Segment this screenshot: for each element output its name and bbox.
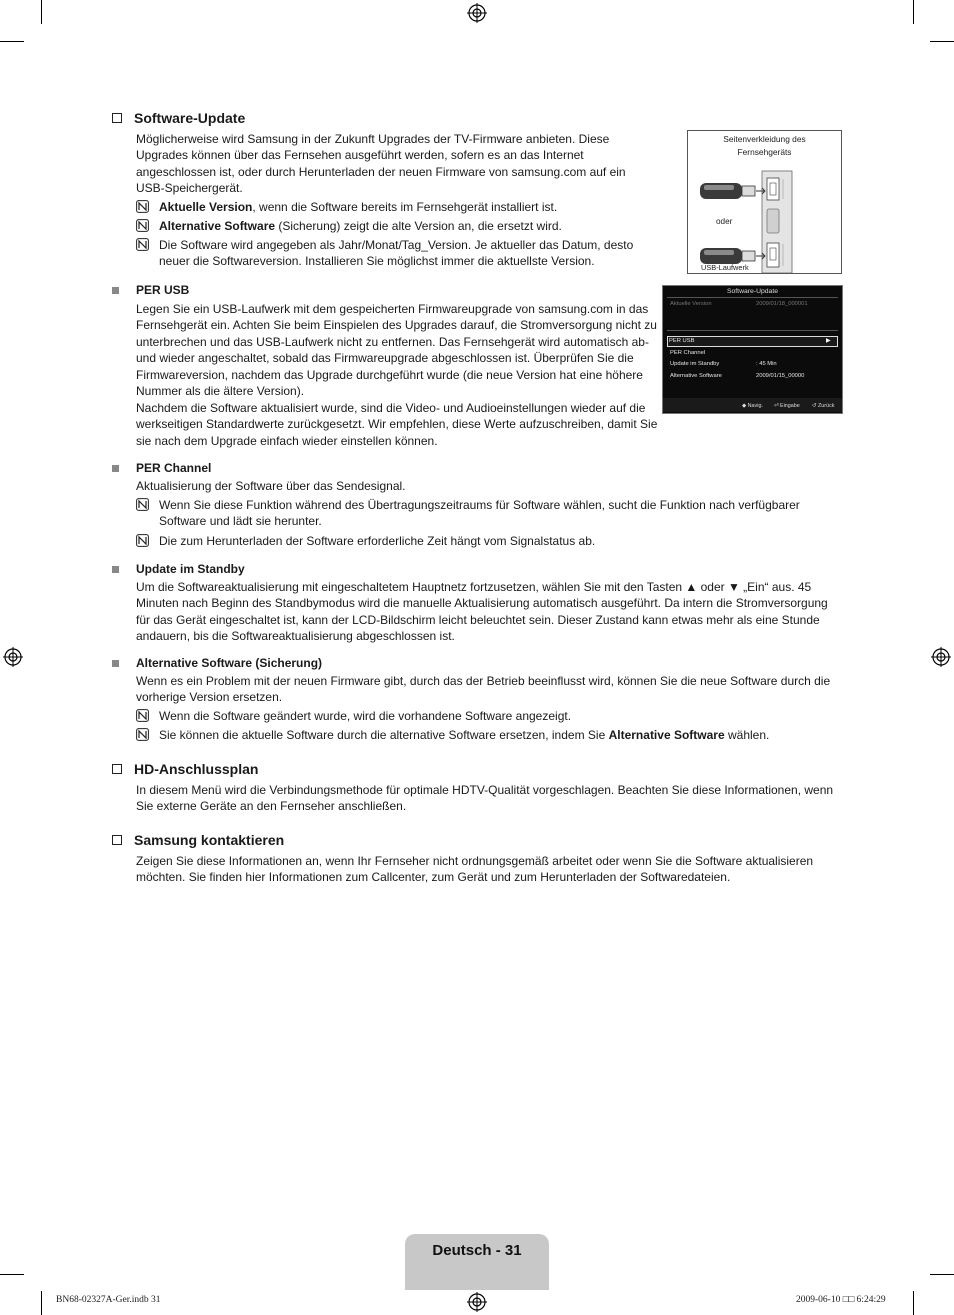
update-standby-paragraph: Um die Softwareaktualisierung mit eingeschaltetem Hauptnetz fortzusetzen, wählen Sie mit den Tasten ▲ oder ▼ „Ein“ aus. 45 Minuten nach Beginn des Standbymodus wird die manuelle Aktualisierung automatisch ausgeführt. Da intern die Stromversorgung für das Gerät eingeschaltet ist, kann der LCD-Bildschirm leicht beleuchtet sein. Dieser Zustand kann etwas mehr als eine Stunde andauern, bis die Softwareaktualisierung abgeschlossen ist. (136, 580, 828, 644)
heading-update-standby: Update im Standby (112, 562, 245, 576)
osd-hint-return: ↺ Zurück (812, 403, 835, 409)
registration-mark-icon (467, 1292, 487, 1312)
note-alternative-software: Alternative Software (Sicherung) zeigt die alte Version an, die ersetzt wird. (136, 218, 656, 234)
samsung-contact-paragraph: Zeigen Sie diese Informationen an, wenn Ihr Fernseher nicht ordnungsgemäß arbeitet oder wenn Sie die Software aktualisieren möchten. Sie finden hier Informationen zum Callcenter, zum Gerät und zum Herunterladen der Softwaredateien. (136, 854, 814, 885)
osd-current-version-value: 2009/01/18_000001 (756, 301, 808, 307)
heading-per-channel: PER Channel (112, 461, 211, 475)
note-current-version: Aktuelle Version, wenn die Software bereits im Fernsehgerät installiert ist. (136, 199, 656, 215)
note-icon (136, 200, 149, 213)
heading-per-usb: PER USB (112, 283, 189, 297)
crop-mark (41, 1291, 42, 1315)
heading-samsung-contact: Samsung kontaktieren (112, 832, 284, 848)
square-bullet-icon (112, 566, 119, 573)
osd-hint-move: ◆ Navig. (742, 403, 763, 409)
checkbox-bullet-icon (112, 113, 122, 123)
heading-hd-plan: HD-Anschlussplan (112, 761, 258, 777)
per-channel-paragraph: Aktualisierung der Software über das Sendesignal. (136, 479, 406, 493)
osd-item-per-usb[interactable]: PER USB (669, 338, 695, 344)
registration-mark-icon (931, 647, 951, 667)
crop-mark (930, 1274, 954, 1275)
square-bullet-icon (112, 465, 119, 472)
checkbox-bullet-icon (112, 835, 122, 845)
osd-item-update-standby[interactable]: Update im Standby (670, 361, 720, 367)
osd-enter-icon: ⏎ (774, 403, 781, 409)
note-alt-software-replace: Sie können die aktuelle Software durch die alternative Software ersetzen, indem Sie Alternative Software wählen. (136, 727, 842, 743)
osd-hint-enter: ⏎ Eingabe (774, 403, 800, 409)
note-alt-software-shown: Wenn die Software geändert wurde, wird die vorhandene Software angezeigt. (136, 708, 842, 724)
osd-current-version-label: Aktuelle Version (670, 301, 712, 307)
heading-software-update: Software-Update (112, 110, 245, 126)
osd-divider (667, 297, 838, 298)
square-bullet-icon (112, 660, 119, 667)
osd-title: Software-Update (726, 288, 778, 295)
note-icon (136, 498, 149, 511)
osd-move-icon: ◆ (742, 403, 748, 409)
note-icon (136, 534, 149, 547)
osd-standby-value: : 45 Min (756, 361, 777, 367)
note-icon (136, 238, 149, 251)
note-icon (136, 709, 149, 722)
note-per-channel-time: Die zum Herunterladen der Software erforderliche Zeit hängt vom Signalstatus ab. (136, 533, 842, 549)
osd-arrow-right-icon: ▶ (826, 338, 831, 344)
osd-alt-software-value: 2009/01/15_00000 (756, 373, 805, 379)
osd-return-icon: ↺ (812, 403, 819, 409)
registration-mark-icon (467, 3, 487, 23)
alt-software-paragraph: Wenn es ein Problem mit der neuen Firmware gibt, durch das der Betrieb beeinflusst wird, können Sie die neue Software durch die vorherige Version ersetzen. (136, 674, 831, 705)
page-number: Deutsch - 31 (432, 1242, 522, 1259)
software-update-menu-screen (662, 285, 843, 414)
checkbox-bullet-icon (112, 764, 122, 774)
software-update-intro: Möglicherweise wird Samsung in der Zukunft Upgrades der TV-Firmware anbieten. Diese Upgrades können über das Fernsehen ausgeführt werden, sofern es an das Internet angeschlossen ist, oder durch Herunterladen der neuen Firmware von samsung.com auf ein USB-Speichergerät. (136, 132, 626, 196)
tv-side-panel-illustration: Seitenverkleidung des Fernsehgeräts oder USB-Laufwerk (687, 130, 842, 274)
page-number-tab (405, 1234, 549, 1290)
note-version-format: Die Software wird angegeben als Jahr/Monat/Tag_Version. Je aktueller das Datum, desto neuer die Softwareversion. Installieren Sie möglichst immer die aktuellste Version. (136, 237, 646, 270)
footer-timestamp: 2009-06-10 □□ 6:24:29 (796, 1295, 886, 1305)
usb-connection-icon (688, 131, 841, 273)
registration-mark-icon (3, 647, 23, 667)
footer-file-info: BN68-02327A-Ger.indb 31 (56, 1295, 161, 1305)
heading-alternative-software: Alternative Software (Sicherung) (112, 656, 322, 670)
crop-mark (41, 0, 42, 24)
crop-mark (913, 1291, 914, 1315)
per-usb-paragraph-2: Nachdem die Software aktualisiert wurde, sind die Video- und Audioeinstellungen wieder auf die werkseitigen Standardwerte zurückgesetzt. Wir empfehlen, diese Werte aufzuschreiben, damit Sie sie nach dem Upgrade einfach wieder einstellen können. (136, 401, 658, 448)
crop-mark (0, 1274, 24, 1275)
note-icon (136, 728, 149, 741)
crop-mark (930, 41, 954, 42)
crop-mark (0, 41, 24, 42)
hd-plan-paragraph: In diesem Menü wird die Verbindungsmethode für optimale HDTV-Qualität vorgeschlagen. Beachten Sie diese Informationen, wenn Sie externe Geräte an den Fernseher anschließen. (136, 783, 834, 814)
osd-item-per-channel[interactable]: PER Channel (670, 350, 706, 356)
per-usb-paragraph-1: Legen Sie ein USB-Laufwerk mit dem gespeicherten Firmwareupgrade von samsung.com in das Fernsehgerät ein. Achten Sie beim Einspielen des Upgrades darauf, die Stromversorgung nicht zu unterbrechen und das USB-Laufwerk nicht zu entfernen. Das Fernsehgerät wird automatisch ab- und wieder angeschaltet, sobald das Firmwareupgrade abgeschlossen ist. Überprüfen Sie die Firmwareversion, nachdem das Upgrade durchgeführt wurde (die neue Version hat eine höhere Nummer als die ältere Version). (136, 302, 657, 399)
osd-divider (667, 330, 838, 331)
crop-mark (913, 0, 914, 24)
square-bullet-icon (112, 287, 119, 294)
note-icon (136, 219, 149, 232)
note-per-channel-search: Wenn Sie diese Funktion während des Übertragungszeitraums für Software wählen, sucht die Funktion nach verfügbarer Software und lädt sie herunter. (136, 497, 826, 530)
osd-item-alternative-software[interactable]: Alternative Software (670, 373, 722, 379)
